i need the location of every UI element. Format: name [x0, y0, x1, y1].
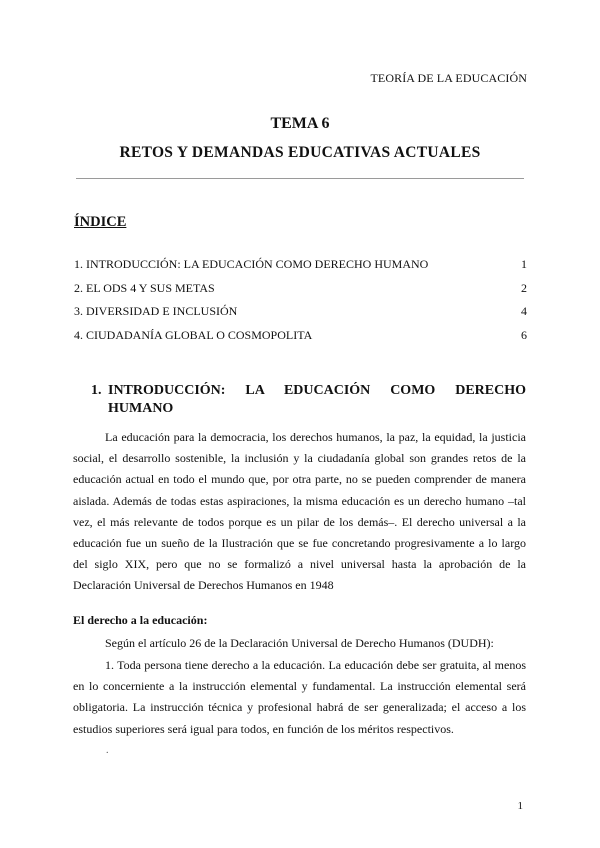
toc-entry-page: 4	[521, 304, 527, 318]
topic-number: TEMA 6	[270, 115, 330, 132]
toc-entry-label: 3. DIVERSIDAD E INCLUSIÓN	[74, 304, 238, 318]
toc-entry-label: 4. CIUDADANÍA GLOBAL O COSMOPOLITA	[74, 327, 313, 342]
toc-entry-page: 2	[521, 280, 527, 295]
trailing-mark: .	[106, 745, 109, 756]
toc-entry-page: 1	[521, 257, 527, 271]
article-intro: Según el artículo 26 de la Declaración Universal de Derecho Humanos (DUDH):	[105, 636, 494, 650]
section-title	[108, 382, 526, 418]
section-title-line: INTRODUCCIÓN: LA EDUCACIÓN COMO DERECHO	[108, 383, 526, 398]
section-heading	[91, 382, 526, 418]
index-heading: ÍNDICE	[74, 214, 127, 230]
toc-entry[interactable]	[74, 303, 527, 327]
running-header: TEORÍA DE LA EDUCACIÓN	[370, 71, 527, 85]
toc-entry[interactable]	[74, 256, 527, 280]
topic-title: RETOS Y DEMANDAS EDUCATIVAS ACTUALES	[119, 144, 481, 161]
toc-entry-label: 1. INTRODUCCIÓN: LA EDUCACIÓN COMO DERECHO HUMANO	[74, 257, 429, 271]
toc-entry[interactable]	[74, 280, 527, 304]
subsection-heading: El derecho a la educación:	[73, 613, 208, 627]
section-title-line: HUMANO	[108, 401, 174, 416]
toc-entry[interactable]	[74, 327, 527, 351]
table-of-contents	[74, 256, 527, 350]
toc-entry-label: 2. EL ODS 4 Y SUS METAS	[74, 280, 215, 295]
title-divider	[76, 178, 524, 179]
toc-entry-page: 6	[521, 327, 527, 342]
article-point: 1. Toda persona tiene derecho a la educación. La educación debe ser gratuita, al menos en lo concerniente a la instrucción elemental y fundamental. La instrucción elemental será obligatoria. La instrucción técnica y profesional habrá de ser generalizada; el acceso a los estudios superiores será igual para todos, en función de los méritos respectivos.	[73, 658, 526, 736]
page-number: 1	[517, 800, 523, 812]
section-paragraph: La educación para la democracia, los derechos humanos, la paz, la equidad, la justicia social, el desarrollo sostenible, la inclusión y la ciudadanía global son grandes retos de la educación actual en todo el mundo que, por otra parte, no se pueden comprender de manera aislada. Además de todas estas aspiraciones, la misma educación es un derecho humano –tal vez, el más relevante de todos porque es un pilar de los demás–. El derecho universal a la educación fue un sueño de la Ilustración que se fue concretando progresivamente a lo largo del siglo XIX, pero que no se formalizó a nivel universal hasta la aprobación de la Declaración Universal de Derechos Humanos en 1948	[73, 430, 526, 593]
section-number: 1.	[91, 383, 102, 398]
